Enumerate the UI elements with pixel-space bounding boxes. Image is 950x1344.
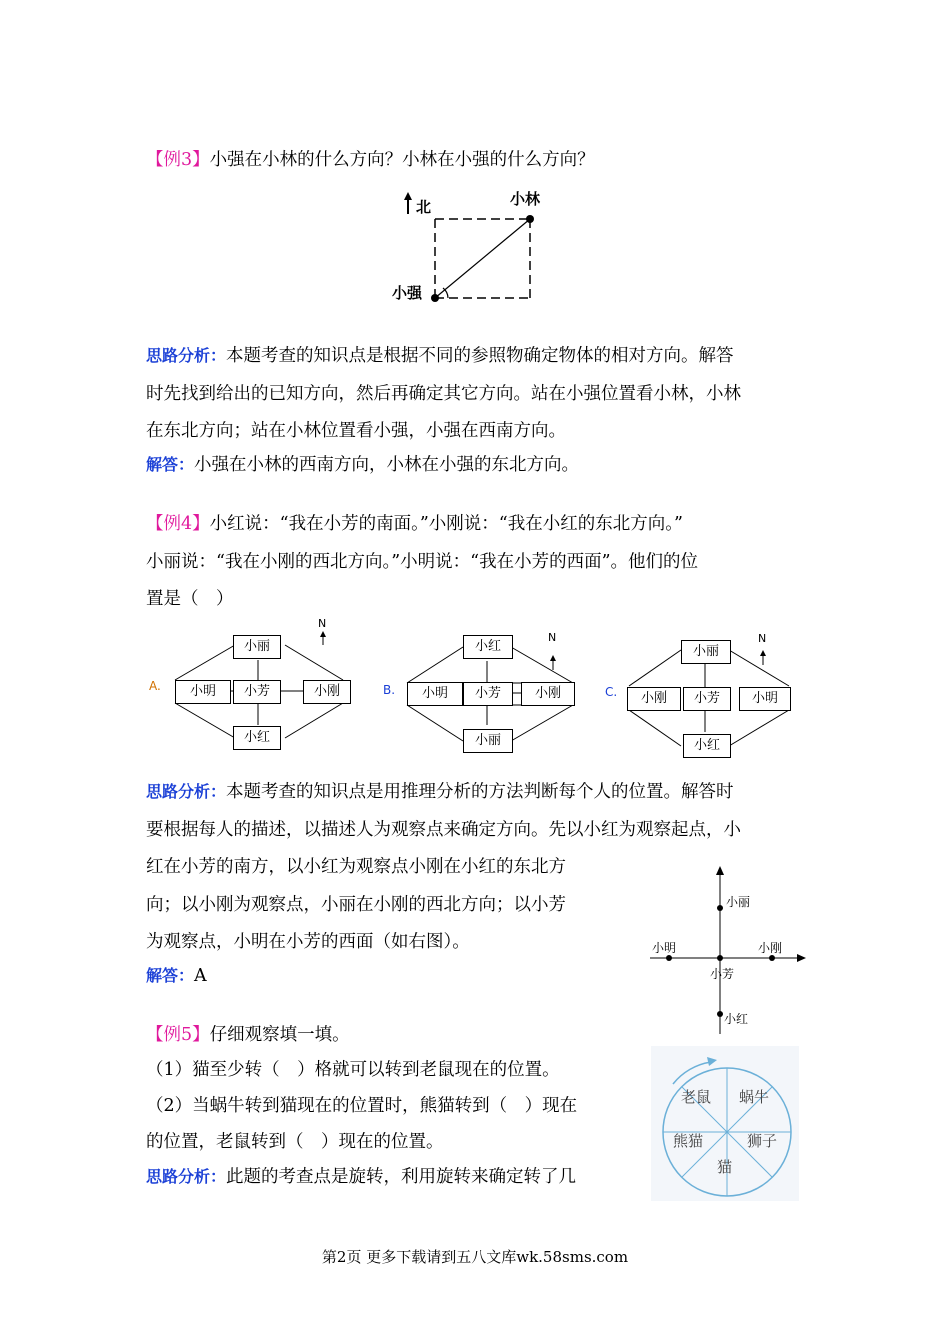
- box-right: 小明: [739, 687, 791, 711]
- page-footer: 第2页 更多下载请到五八文库wk.58sms.com: [321, 1248, 629, 1266]
- box-top: 小丽: [233, 635, 281, 659]
- ex3-analysis-line-3: 在东北方向；站在小林位置看小强，小强在西南方向。: [146, 421, 566, 441]
- ex5-q2-line-1: （2）当蜗牛转到猫现在的位置时，熊猫转到（ ）现在: [146, 1096, 578, 1116]
- ex4-question-line-2: 小丽说：“我在小刚的西北方向。”小明说：“我在小芳的西面”。他们的位: [146, 552, 699, 572]
- box-right: 小刚: [303, 680, 351, 704]
- xiaoqiang-label: 小强: [392, 284, 423, 302]
- ex3-question: 【例3】小强在小林的什么方向？小林在小强的什么方向？: [146, 150, 595, 170]
- axis-label-right: 小刚: [758, 941, 783, 955]
- box-right: 小刚: [521, 682, 575, 706]
- wheel-lion: 狮子: [747, 1132, 778, 1150]
- axis-label-down: 小红: [724, 1012, 749, 1026]
- option-a-diagram: [145, 615, 360, 760]
- ex4-question-line-3: 置是（ ）: [146, 589, 234, 609]
- ex4-analysis-line-5: 为观察点，小明在小芳的西面（如右图）。: [146, 932, 470, 952]
- box-left: 小刚: [627, 687, 681, 711]
- xiaolin-label: 小林: [510, 190, 541, 208]
- box-left: 小明: [407, 682, 463, 706]
- option-b-diagram: [383, 625, 583, 755]
- box-left: 小明: [175, 680, 231, 704]
- ex4-analysis-line-1: 思路分析：本题考查的知识点是用推理分析的方法判断每个人的位置。解答时: [146, 782, 734, 802]
- ex4-question-line-1: 【例4】小红说：“我在小芳的南面。”小刚说：“我在小红的东北方向。”: [146, 514, 683, 534]
- ex4-axes-figure: [648, 862, 808, 1037]
- ex4-answer: 解答：A: [146, 966, 207, 986]
- north-label: N: [758, 632, 767, 645]
- box-top: 小红: [463, 635, 513, 659]
- option-letter: C.: [605, 685, 618, 699]
- north-label: 北: [416, 198, 432, 216]
- ex3-analysis-line-1: 思路分析：本题考查的知识点是根据不同的参照物确定物体的相对方向。解答: [146, 346, 734, 366]
- box-center: 小芳: [683, 687, 731, 711]
- axis-label-left: 小明: [652, 941, 677, 955]
- ex4-analysis-line-3: 红在小芳的南方，以小红为观察点小刚在小红的东北方: [146, 857, 566, 877]
- box-top: 小丽: [681, 640, 731, 664]
- axis-label-up: 小丽: [726, 895, 751, 909]
- option-letter: A.: [149, 679, 161, 693]
- north-label: N: [548, 631, 557, 644]
- ex5-wheel-figure: [651, 1046, 799, 1201]
- ex5-q1: （1）猫至少转（ ）格就可以转到老鼠现在的位置。: [146, 1060, 560, 1080]
- ex5-title: 【例5】仔细观察填一填。: [146, 1025, 350, 1045]
- wheel-snail: 蜗牛: [739, 1088, 770, 1106]
- ex5-analysis: 思路分析：此题的考查点是旋转，利用旋转来确定转了几: [146, 1167, 577, 1187]
- ex4-analysis-line-4: 向；以小刚为观察点，小丽在小刚的西北方向；以小芳: [146, 895, 566, 915]
- wheel-mouse: 老鼠: [681, 1088, 712, 1106]
- wheel-panda: 熊猫: [673, 1132, 704, 1150]
- north-label: N: [318, 617, 327, 630]
- axis-label-center: 小芳: [710, 967, 735, 981]
- wheel-cat: 猫: [717, 1158, 733, 1176]
- box-center: 小芳: [233, 680, 281, 704]
- ex5-q2-line-2: 的位置，老鼠转到（ ）现在的位置。: [146, 1132, 444, 1152]
- option-c-diagram: [603, 630, 798, 760]
- ex3-answer: 解答：小强在小林的西南方向，小林在小强的东北方向。: [146, 455, 580, 475]
- box-bottom: 小红: [233, 726, 281, 750]
- ex4-analysis-line-2: 要根据每人的描述，以描述人为观察点来确定方向。先以小红为观察起点，小: [146, 820, 741, 840]
- ex3-direction-figure: [390, 186, 550, 311]
- box-center: 小芳: [463, 682, 513, 706]
- ex3-analysis-line-2: 时先找到给出的已知方向，然后再确定其它方向。站在小强位置看小林，小林: [146, 384, 741, 404]
- box-bottom: 小红: [683, 734, 731, 758]
- option-letter: B.: [383, 683, 396, 697]
- box-bottom: 小丽: [463, 729, 513, 753]
